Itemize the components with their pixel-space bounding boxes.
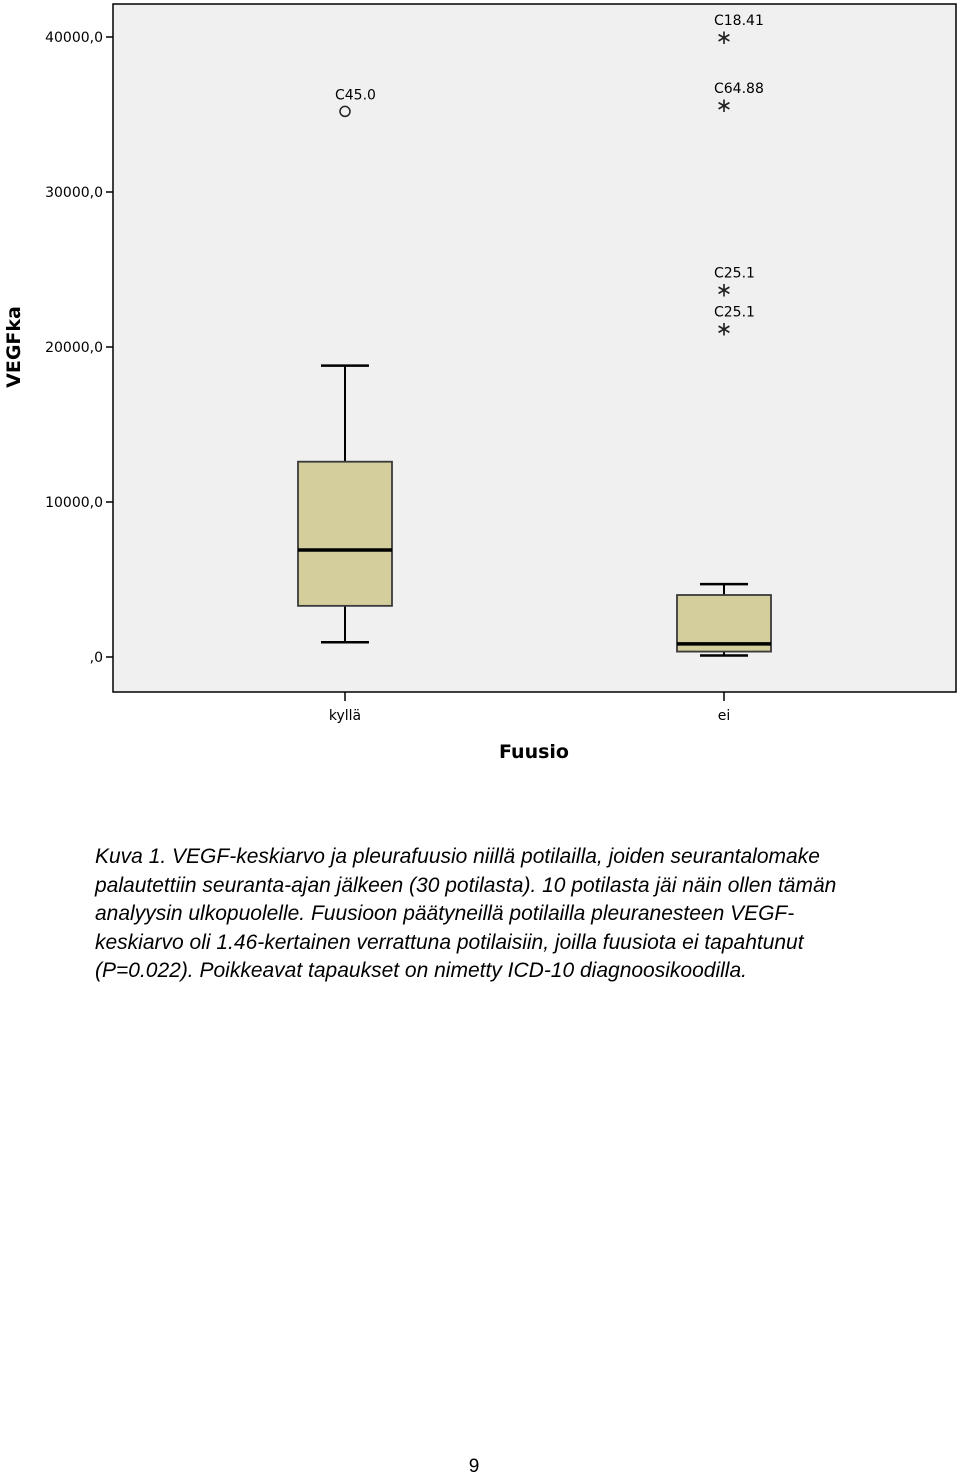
outlier-star: ∗ — [715, 316, 733, 341]
x-tick-label: kyllä — [328, 708, 362, 724]
outlier-label: C25.1 — [714, 304, 755, 321]
y-tick-label: 30000,0 — [45, 185, 103, 201]
y-tick-label: 20000,0 — [45, 340, 103, 356]
y-axis-title: VEGFka — [3, 306, 25, 388]
outlier-label: C18.41 — [714, 13, 764, 29]
outlier-star: ∗ — [715, 277, 733, 302]
x-axis-title: Fuusio — [499, 741, 569, 763]
figure-caption: Kuva 1. VEGF-keskiarvo ja pleurafuusio niillä potilailla, joiden seurantalomake palautettiin seuranta-ajan jälkeen (30 potilasta). 10 potilasta jäi näin ollen tämän analyysin ulkopuolelle. Fuusioon päätyneillä potilailla pleuranesteen VEGF-keskiarvo oli 1.46-kertainen verrattuna potilaisiin, joilla fuusiota ei tapahtunut (P=0.022). Poikkeavat tapaukset on nimetty ICD-10 diagnoosikoodilla. — [95, 845, 837, 982]
outlier-star: ∗ — [715, 93, 733, 118]
box-group — [677, 584, 771, 655]
x-axis — [329, 692, 730, 724]
outlier-label: C45.0 — [335, 87, 376, 104]
page-number: 9 — [468, 1456, 480, 1477]
x-tick-label: ei — [717, 708, 731, 724]
outlier-label: C25.1 — [714, 265, 755, 282]
outlier-label: C64.88 — [714, 81, 764, 98]
plot-area — [113, 4, 956, 692]
y-tick-label: 10000,0 — [45, 495, 103, 511]
outlier-star: ∗ — [715, 25, 733, 49]
y-tick-label: 40000,0 — [45, 30, 103, 46]
y-tick-label: ,0 — [89, 650, 103, 666]
y-axis — [45, 30, 113, 666]
iqr-box — [298, 462, 392, 606]
